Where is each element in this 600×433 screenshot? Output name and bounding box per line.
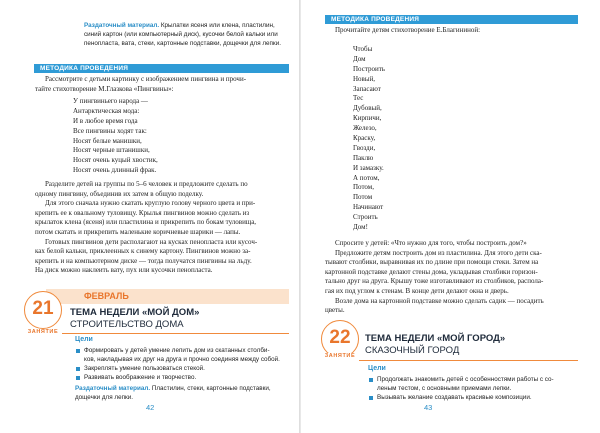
poem-line: Начинают bbox=[353, 203, 384, 212]
divider-line bbox=[62, 333, 289, 334]
materials-top bbox=[84, 21, 289, 49]
text-line: картонной подставке делают стены дома, укладывая столбики горизон- bbox=[325, 267, 538, 276]
goal-item bbox=[75, 364, 287, 373]
goals-list bbox=[368, 375, 578, 402]
text-line: Разделите детей на группы по 5–6 человек и предложите сделать по bbox=[45, 180, 248, 188]
page-left bbox=[0, 0, 299, 433]
goal-text: Формировать у детей умение лепить дом из скатанных столби- bbox=[84, 347, 270, 354]
text-line: Рассмотрите с детьми картинку с изображением пингвина и прочи- bbox=[45, 75, 247, 83]
poem-line: Железо, bbox=[353, 124, 377, 133]
topic-subtitle: СКАЗОЧНЫЙ ГОРОД bbox=[365, 345, 460, 356]
poem-line: Дом! bbox=[353, 223, 368, 232]
materials-text: Пластилин, стеки, картонные подставки, bbox=[151, 385, 271, 392]
poem-line: Гвозди, bbox=[353, 143, 376, 152]
goal-item bbox=[75, 373, 287, 382]
section-header-method bbox=[325, 15, 578, 24]
goal-text: Развивать воображение и творчество. bbox=[84, 374, 197, 381]
goal-text: леным тестом, с основными приемами лепки. bbox=[377, 385, 512, 392]
text-line: Для этого сначала нужно скатать круглую голову черного цвета и при- bbox=[45, 199, 256, 208]
lesson-topic bbox=[365, 333, 505, 357]
text-line: одному пингвину, объединив их затем в общую поделку. bbox=[35, 189, 204, 198]
page-number: 42 bbox=[146, 403, 155, 412]
poem-line: Носят белые манишки, bbox=[73, 136, 142, 145]
poem-line: Все пингвины ходят так: bbox=[73, 126, 147, 135]
section-header-label: МЕТОДИКА ПРОВЕДЕНИЯ bbox=[40, 65, 129, 72]
text-line: ках белой кальки, приклеенных к синему картону. Пингвинов можно за- bbox=[35, 247, 251, 256]
materials-text: дощечки для лепки. bbox=[75, 394, 133, 402]
month-bar bbox=[46, 289, 289, 304]
poem-line: Краску, bbox=[353, 134, 376, 143]
materials-text: пенопласта, вата, стеки, картонные подставки, дощечки для лепки. bbox=[84, 40, 281, 48]
goal-text: Вызывать желание создавать красивые композиции. bbox=[377, 394, 532, 401]
materials-label: Раздаточный материал. bbox=[84, 22, 160, 29]
poem-line: Антарктическая мода: bbox=[73, 106, 140, 115]
text-line: Прочитайте детям стихотворение Е.Благининой: bbox=[335, 26, 481, 34]
poem-line: Потом bbox=[353, 193, 373, 202]
topic-title: ТЕМА НЕДЕЛИ «МОЙ ДОМ» bbox=[70, 307, 200, 318]
poem-line: Дом bbox=[353, 54, 366, 63]
poem-line: Дубовый, bbox=[353, 104, 382, 113]
text-line: тывают столбики, выравнивая их по длине при помощи стеки. Затем на bbox=[325, 258, 539, 267]
text-line: Готовых пингвинов дети располагают на кусках пенопласта или кусоч- bbox=[45, 237, 258, 246]
text-line: гая их под углом к стенам. В конце дети делают окна и дверь. bbox=[325, 286, 509, 295]
text-line: тально друг на друга. Крышу тоже изготавливают из столбиков, распола- bbox=[325, 277, 544, 286]
poem-line: А потом, bbox=[353, 173, 380, 182]
goal-item bbox=[75, 346, 287, 364]
lesson-number: 22 bbox=[329, 327, 351, 348]
divider-line bbox=[359, 360, 578, 361]
page-right bbox=[301, 0, 600, 433]
poem-line: Новый, bbox=[353, 74, 376, 83]
poem-line: Чтобы bbox=[353, 45, 373, 53]
section-header-method bbox=[34, 64, 289, 73]
poem-penguins bbox=[73, 97, 158, 176]
goal-text: ков, накладывая их друг на друга и прочно соединяя между собой. bbox=[84, 356, 280, 363]
lesson-label: ЗАНЯТИЕ bbox=[23, 329, 63, 335]
body-paragraph bbox=[325, 239, 578, 316]
section-header-label: МЕТОДИКА ПРОВЕДЕНИЯ bbox=[331, 16, 420, 23]
intro-paragraph bbox=[325, 26, 578, 36]
poem-line: Строить bbox=[353, 213, 378, 222]
poem-line: Кирпичи, bbox=[353, 114, 382, 123]
text-line: Предложите детям построить дом из пластилина. Для этого дети ска- bbox=[335, 248, 542, 257]
poem-line: Потом, bbox=[353, 183, 374, 192]
poem-line: Запасают bbox=[353, 84, 381, 93]
poem-line: У пингвиньего народа — bbox=[73, 97, 148, 105]
goal-text: Закреплять умение пользоваться стекой. bbox=[84, 365, 205, 372]
goal-text: Продолжать знакомить детей с особенностями работы с со- bbox=[377, 376, 554, 383]
text-line: Возле дома на картонной подставке можно сделать садик — посадить bbox=[335, 296, 544, 305]
lesson-topic bbox=[70, 307, 199, 331]
text-line: цветы. bbox=[325, 306, 345, 315]
text-line: тайте стихотворение М.Глазкова «Пингвины»: bbox=[35, 84, 174, 93]
poem-line: И в любое время года bbox=[73, 116, 138, 125]
text-line: Спросите у детей: «Что нужно для того, чтобы построить дом?» bbox=[335, 239, 527, 247]
goals-title: Цели bbox=[75, 336, 93, 343]
materials-text: Крылатки ясеня или клена, пластилин, bbox=[160, 22, 275, 29]
text-line: крепить и на компьютерном диске — тогда получатся пингвины на льду. bbox=[35, 256, 252, 265]
goal-item bbox=[368, 375, 578, 393]
goal-item bbox=[368, 393, 578, 402]
text-line: На диск можно наклеить вату, пух или кусочки пенопласта. bbox=[35, 266, 213, 275]
lesson-number: 21 bbox=[32, 298, 54, 319]
body-paragraph bbox=[35, 180, 289, 276]
topic-title: ТЕМА НЕДЕЛИ «МОЙ ГОРОД» bbox=[365, 333, 506, 344]
poem-line: И замазку. bbox=[353, 163, 384, 172]
poem-house bbox=[353, 45, 385, 233]
lesson-label: ЗАНЯТИЕ bbox=[320, 353, 360, 359]
lesson-number-circle bbox=[24, 291, 62, 329]
intro-paragraph bbox=[35, 75, 289, 94]
materials-bottom bbox=[75, 384, 289, 402]
month-label: ФЕВРАЛЬ bbox=[84, 291, 129, 301]
poem-line: Паклю bbox=[353, 153, 374, 162]
goals-title: Цели bbox=[368, 365, 386, 372]
text-line: потом скатать и прикрепить маленькие коричневые шарики — лапы. bbox=[35, 227, 241, 236]
poem-line: Построить bbox=[353, 64, 385, 73]
poem-line: Носят очень куцый хвостик, bbox=[73, 156, 158, 165]
materials-text: синий картон (или компьютерный диск), кусочки белой кальки или bbox=[84, 31, 278, 39]
poem-line: Носят черные штанишки, bbox=[73, 146, 150, 155]
goals-list bbox=[75, 346, 287, 382]
topic-subtitle: СТРОИТЕЛЬСТВО ДОМА bbox=[70, 319, 184, 330]
page-number: 43 bbox=[424, 403, 433, 412]
poem-line: Носят очень длинный фрак. bbox=[73, 166, 157, 175]
text-line: крепить ее к овальному туловищу. Крылья пингвинов можно сделать из bbox=[35, 208, 250, 217]
materials-label: Раздаточный материал. bbox=[75, 385, 151, 392]
text-line: крылаток клена (ясеня) или пластилина и прикрепить по бокам туловища, bbox=[35, 218, 257, 227]
poem-line: Тес bbox=[353, 94, 364, 103]
